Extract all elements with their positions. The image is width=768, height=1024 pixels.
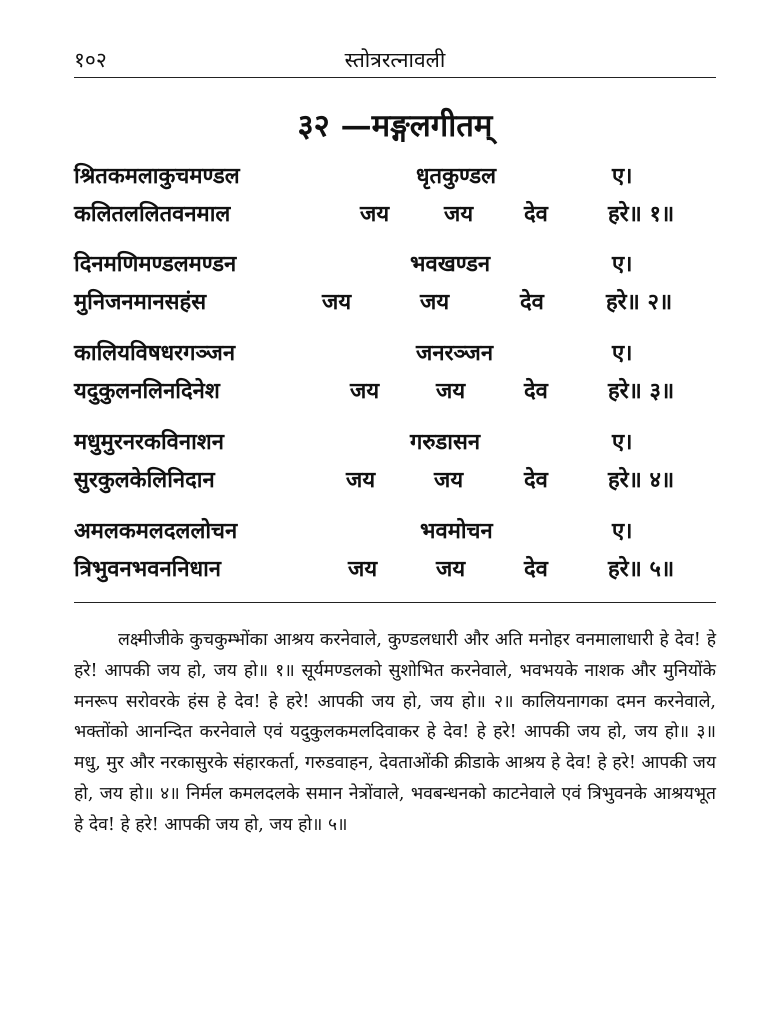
verse-jay: जय [360,201,390,227]
verse-3-line-1 [74,337,716,373]
verse-text: त्रिभुवनभवननिधान [74,556,222,582]
verse-1-line-1 [74,160,716,196]
verse-jay: जय [436,556,466,582]
verse-refrain: ए। [612,518,633,544]
verse-text: कलितललितवनमाल [74,201,231,227]
verse-text: सुरकुलकेलिनिदान [74,467,215,493]
verse-4-line-2 [74,464,716,500]
verse-2-line-2 [74,286,716,322]
verse-jay: जय [322,289,352,315]
verse-text: अमलकमलदललोचन [74,518,238,544]
verse-text: मधुमुरनरकविनाशन [74,429,224,455]
verse-hare: हरे॥ ५॥ [608,556,675,582]
verse-hare: हरे॥ १॥ [608,201,675,227]
verse-5-line-2 [74,553,716,589]
verse-deva: देव [524,201,548,227]
verse-refrain: ए। [612,163,633,189]
verse-refrain: ए। [612,251,633,277]
verse-jay: जय [434,467,464,493]
verse-deva: देव [524,556,548,582]
verse-deva: देव [524,467,548,493]
verse-hare: हरे॥ २॥ [606,289,673,315]
verse-text: धृतकुण्डल [416,163,497,189]
verse-text: दिनमणिमण्डलमण्डन [74,251,237,277]
verse-jay: जय [350,378,380,404]
header-rule [74,77,716,78]
verse-jay: जय [348,556,378,582]
verse-text: यदुकुलनलिनदिनेश [74,378,220,404]
verse-text: कालियविषधरगञ्जन [74,340,236,366]
section-rule [74,602,716,603]
verse-5-line-1 [74,515,716,551]
verse-text: मुनिजनमानसहंस [74,289,207,315]
running-title: स्तोत्ररत्नावली [344,48,446,72]
verse-jay: जय [346,467,376,493]
translation-paragraph: लक्ष्मीजीके कुचकुम्भोंका आश्रय करनेवाले, कुण्डलधारी और अति मनोहर वनमालाधारी हे देव! हे हरे! आपकी जय हो, जय हो॥ १॥ सूर्यमण्डलको सुशोभित करनेवाले, भवभयके नाशक और मुनियोंके मनरूप सरोवरके हंस हे देव! हे हरे! आपकी जय हो, जय हो॥ २॥ कालियनागका दमन करनेवाले, भक्तोंको आनन्दित करनेवाले एवं यदुकुलकमलदिवाकर हे देव! हे हरे! आपकी जय हो, जय हो॥ ३॥ मधु, मुर और नरकासुरके संहारकर्ता, गरुडवाहन, देवताओंकी क्रीडाके आश्रय हे देव! हे हरे! आपकी जय हो, जय हो॥ ४॥ निर्मल कमलदलके समान नेत्रोंवाले, भवबन्धनको काटनेवाले एवं त्रिभुवनके आश्रयभूत हे देव! हे हरे! आपकी जय हो, जय हो॥ ५॥ [74,630,716,835]
page-number: १०२ [74,48,107,72]
page-header [74,46,716,76]
verse-refrain: ए। [612,340,633,366]
verse-hare: हरे॥ ४॥ [608,467,675,493]
verse-deva: देव [524,378,548,404]
verse-jay: जय [436,378,466,404]
verse-text: गरुडासन [410,429,481,455]
verse-text: भवमोचन [420,518,493,544]
verse-4-line-1 [74,426,716,462]
verse-refrain: ए। [612,429,633,455]
verse-jay: जय [420,289,450,315]
verse-text: जनरञ्जन [416,340,494,366]
verse-3-line-2 [74,375,716,411]
verse-deva: देव [520,289,544,315]
verse-text: भवखण्डन [410,251,491,277]
verse-2-line-1 [74,248,716,284]
verse-1-line-2 [74,198,716,234]
verse-jay: जय [444,201,474,227]
verse-text: श्रितकमलाकुचमण्डल [74,163,240,189]
verse-hare: हरे॥ ३॥ [608,378,675,404]
section-title: ३२ —मङ्गलगीतम् [297,108,493,144]
